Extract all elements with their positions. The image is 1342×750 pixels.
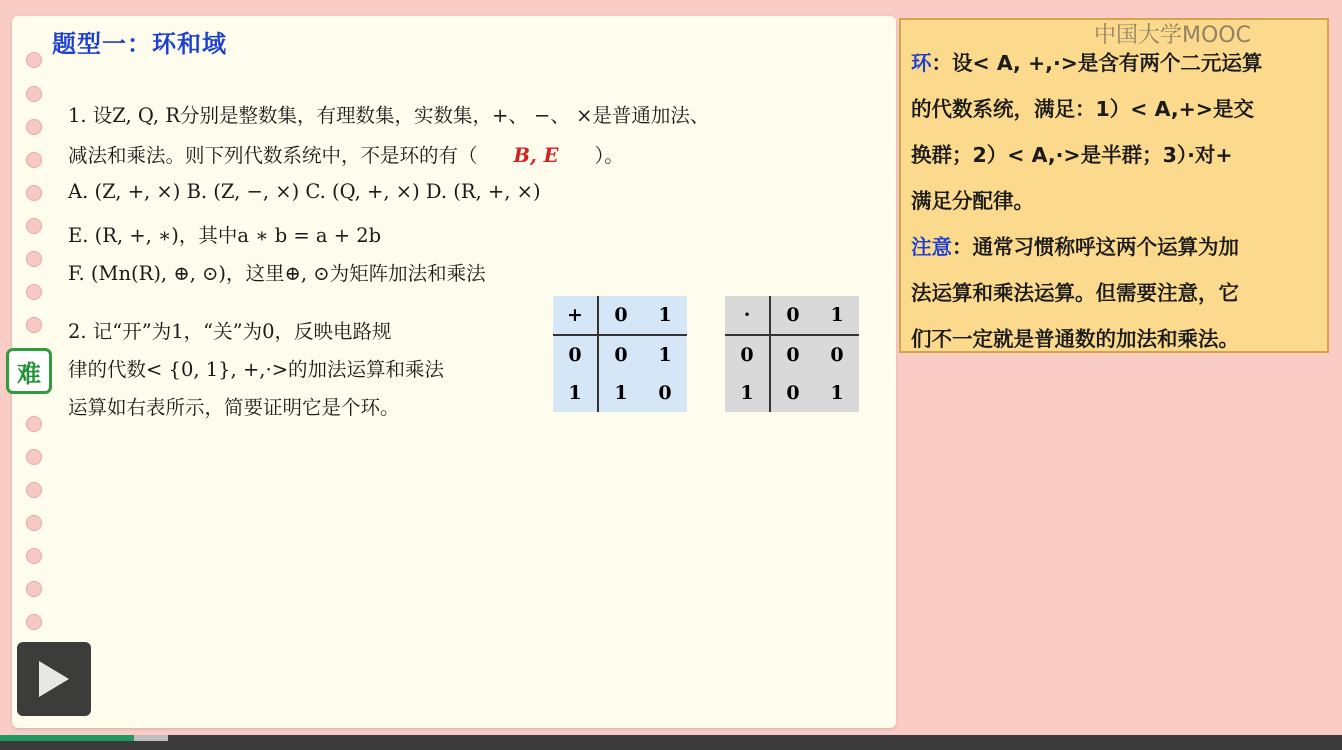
q1-options: A. (Z, +, ×) B. (Z, −, ×) C. (Q, +, ×) D. (R, +, ×)	[68, 180, 541, 203]
note-attention-text1: ：通常习惯称呼这两个运算为加	[952, 235, 1239, 259]
add-table-cell: 1	[643, 296, 687, 335]
note-ring-line4: 满足分配律。	[911, 189, 1034, 213]
multiplication-table	[725, 296, 859, 412]
note-attention-line3: 们不一定就是普通数的加法和乘法。	[911, 327, 1239, 351]
note-attention-keyword: 注意	[911, 235, 952, 259]
note-ring-text1: ：设< A, +,·>是含有两个二元运算	[931, 51, 1263, 75]
add-table-cell: 1	[553, 374, 598, 412]
video-progress-bar[interactable]	[0, 735, 1342, 750]
note-ring-line2: 的代数系统，满足：1）< A,+>是交	[911, 97, 1254, 121]
binder-ring	[26, 416, 42, 432]
mul-table-cell: 1	[815, 296, 859, 335]
binder-ring	[26, 52, 42, 68]
difficulty-badge: 难	[6, 348, 52, 394]
mul-table-cell: 0	[725, 335, 770, 374]
note-ring-keyword: 环	[911, 51, 932, 75]
q2-line3: 运算如右表所示，简要证明它是个环。	[68, 396, 400, 419]
note-ring-line3: 换群；2）< A,·>是半群；3）·对+	[911, 143, 1233, 167]
mul-table-cell: 0	[830, 344, 844, 366]
notebook-page	[12, 16, 896, 728]
binder-ring	[26, 284, 42, 300]
q1-answer: B, E	[513, 144, 559, 167]
add-table-cell: 0	[614, 344, 628, 366]
play-icon	[37, 659, 71, 699]
q1-option-f: F. (Mn(R), ⊕, ⊙)，这里⊕, ⊙为矩阵加法和乘法	[68, 262, 486, 285]
progress-played	[0, 735, 134, 741]
play-button[interactable]	[17, 642, 91, 716]
add-table-cell: 0	[553, 335, 598, 374]
binder-ring	[26, 515, 42, 531]
mul-table-cell: 0	[770, 296, 815, 335]
binder-ring	[26, 449, 42, 465]
binder-ring	[26, 185, 42, 201]
binder-ring	[26, 581, 42, 597]
binder-ring	[26, 251, 42, 267]
addition-table	[553, 296, 687, 412]
add-table-cell: 1	[658, 344, 672, 366]
note-attention-line2: 法运算和乘法运算。但需要注意，它	[911, 281, 1239, 305]
add-table-cell: 0	[658, 382, 672, 404]
mul-table-cell: 0	[786, 344, 800, 366]
q1-option-e: E. (R, +, ∗)，其中a ∗ b = a + 2b	[68, 224, 382, 247]
binder-ring	[26, 614, 42, 630]
q1-line2-post: ）。	[594, 144, 624, 167]
binder-ring	[26, 548, 42, 564]
binder-ring	[26, 152, 42, 168]
note-attention-line1	[911, 224, 1317, 270]
q1-line1: 1. 设Z, Q, R分别是整数集，有理数集，实数集，+、 −、 ×是普通加法、	[68, 104, 710, 127]
q1-line2-pre: 减法和乘法。则下列代数系统中，不是环的有（	[68, 144, 478, 167]
add-table-cell: 0	[598, 296, 643, 335]
binder-ring	[26, 218, 42, 234]
add-table-cell: 1	[614, 382, 628, 404]
binder-ring	[26, 317, 42, 333]
q2-line1: 2. 记“开”为1，“关”为0，反映电路规	[68, 320, 392, 343]
page-title: 题型一：环和域	[52, 30, 227, 58]
mul-table-cell: 1	[830, 382, 844, 404]
q1-line2	[68, 140, 624, 168]
mul-table-cell: ·	[725, 296, 770, 335]
mul-table-cell: 0	[786, 382, 800, 404]
binder-ring	[26, 482, 42, 498]
add-table-cell: +	[553, 296, 598, 335]
mul-table-cell: 1	[725, 374, 770, 412]
q2-line2: 律的代数< {0, 1}, +,·>的加法运算和乘法	[68, 358, 445, 381]
definition-note	[899, 18, 1329, 353]
binder-ring	[26, 86, 42, 102]
binder-ring	[26, 119, 42, 135]
mooc-watermark: 中国大学MOOC	[1094, 23, 1251, 48]
